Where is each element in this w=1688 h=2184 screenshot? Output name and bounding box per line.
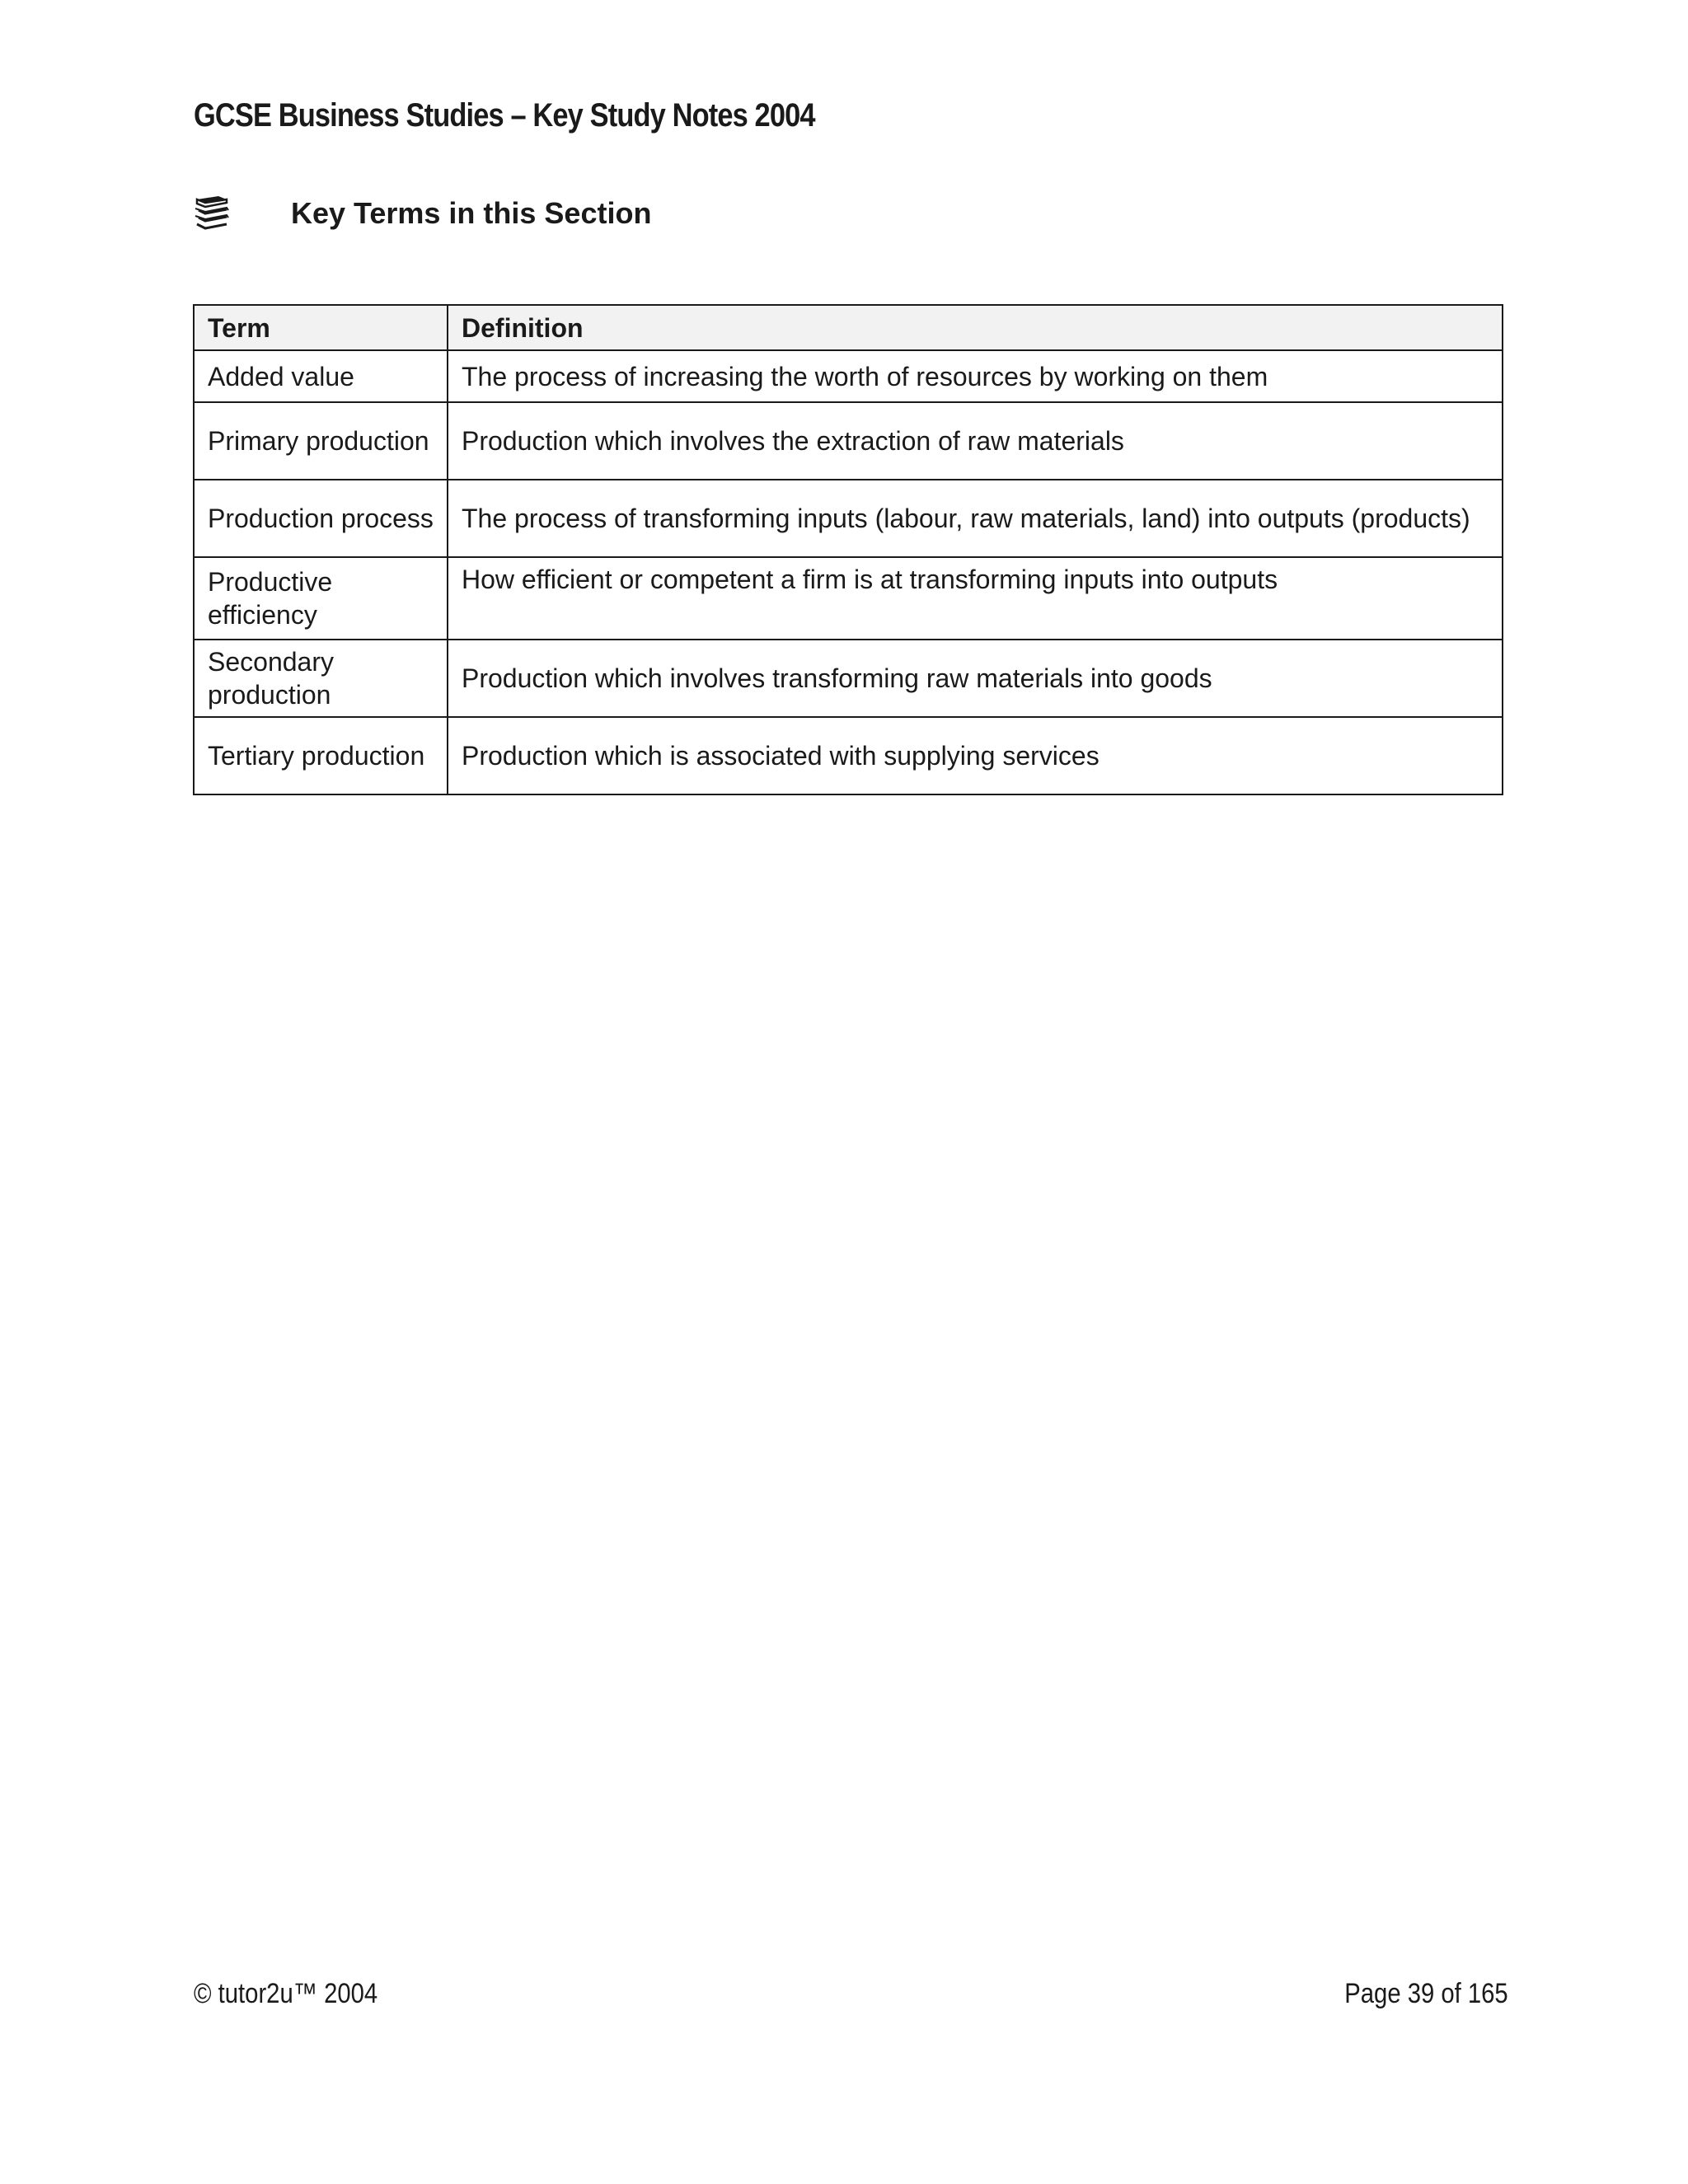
table-row <box>194 640 1503 717</box>
column-header-term: Term <box>194 305 448 350</box>
definition-cell: Production which involves transforming raw materials into goods <box>448 640 1503 717</box>
document-header-title: GCSE Business Studies – Key Study Notes 2004 <box>194 97 815 134</box>
definition-cell: How efficient or competent a firm is at transforming inputs into outputs <box>448 557 1503 640</box>
table-row <box>194 717 1503 794</box>
definition-cell: The process of transforming inputs (labour, raw materials, land) into outputs (products) <box>448 480 1503 557</box>
column-header-definition: Definition <box>448 305 1503 350</box>
footer-page-number: Page 39 of 165 <box>1344 1978 1508 2009</box>
term-cell: Production process <box>194 480 448 557</box>
section-heading <box>194 191 652 232</box>
definition-cell: The process of increasing the worth of resources by working on them <box>448 350 1503 402</box>
table-row <box>194 480 1503 557</box>
table-row <box>194 402 1503 480</box>
term-cell: Secondary production <box>194 640 448 717</box>
table-header-row <box>194 305 1503 350</box>
term-cell: Tertiary production <box>194 717 448 794</box>
term-cell: Added value <box>194 350 448 402</box>
key-terms-table <box>193 304 1503 795</box>
footer-copyright: © tutor2u™ 2004 <box>194 1978 378 2009</box>
table-row <box>194 557 1503 640</box>
table-row <box>194 350 1503 402</box>
term-cell: Primary production <box>194 402 448 480</box>
definition-cell: Production which involves the extraction of raw materials <box>448 402 1503 480</box>
term-cell: Productive efficiency <box>194 557 448 640</box>
definition-cell: Production which is associated with supplying services <box>448 717 1503 794</box>
stacked-books-icon <box>194 193 230 231</box>
section-title: Key Terms in this Section <box>291 196 652 230</box>
